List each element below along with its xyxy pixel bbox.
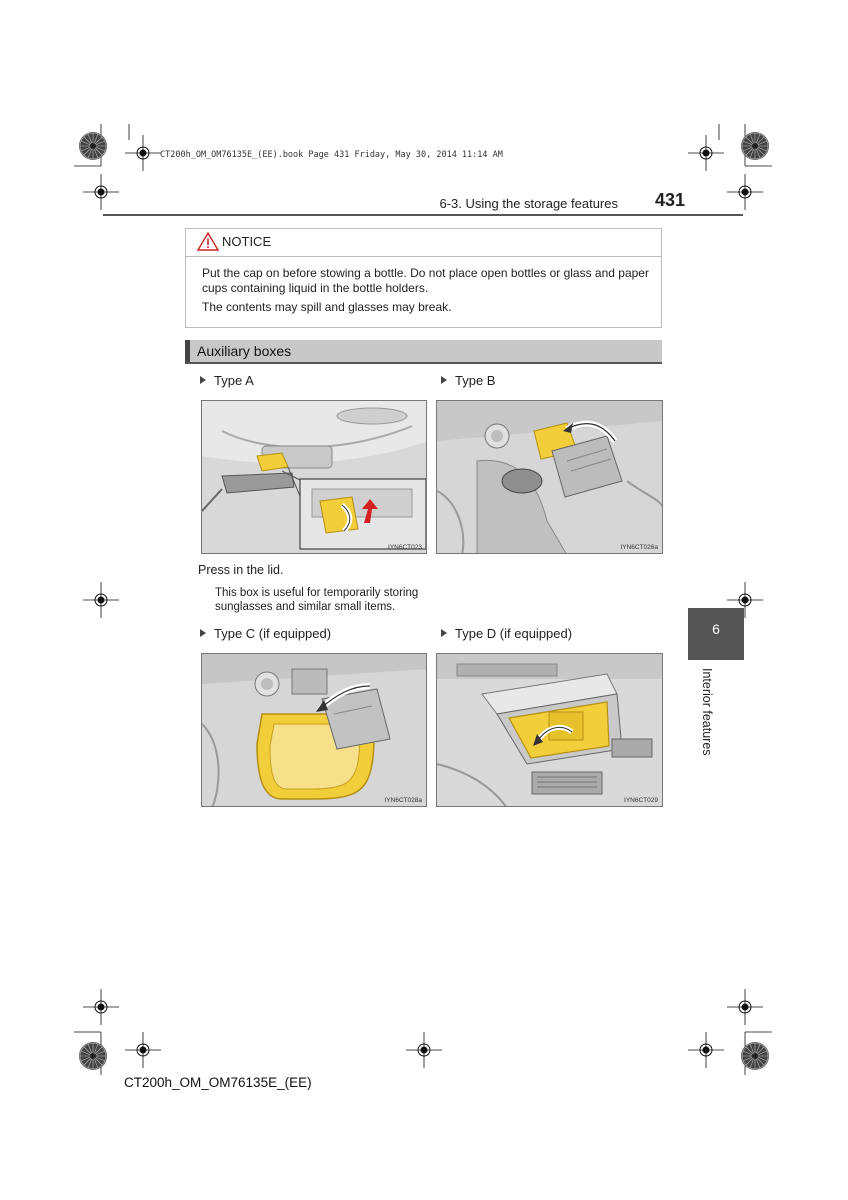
print-info-line: CT200h_OM_OM76135E_(EE).book Page 431 Friday, May 30, 2014 11:14 AM xyxy=(160,150,503,160)
figure-code: IYN6CT028a xyxy=(384,797,422,804)
figure-type-b xyxy=(436,400,663,554)
bullet-triangle-icon xyxy=(441,629,447,637)
figure-code: IYN6CT023 xyxy=(388,544,422,551)
notice-header xyxy=(186,229,661,257)
chapter-title: Interior features xyxy=(700,668,714,756)
section-title-bar xyxy=(185,340,662,364)
figure-type-c xyxy=(201,653,427,807)
instruction-text: Press in the lid. xyxy=(198,563,284,577)
figure-label-text: Type C (if equipped) xyxy=(214,626,332,641)
section-title-accent xyxy=(185,340,190,362)
overhead-console-illustration xyxy=(202,401,427,554)
figure-type-d xyxy=(436,653,663,807)
figure-code: IYN6CT026a xyxy=(620,544,658,551)
figure-label-text: Type B xyxy=(455,373,496,388)
figure-label-type-c xyxy=(200,626,331,641)
console-tray-illustration xyxy=(202,654,427,807)
figure-label-type-b xyxy=(441,373,495,388)
section-title: Auxiliary boxes xyxy=(197,343,292,359)
chapter-tab xyxy=(688,608,744,660)
notice-label: NOTICE xyxy=(222,234,272,249)
header-rule xyxy=(103,214,743,216)
center-console-illustration xyxy=(437,401,663,554)
figure-label-type-a xyxy=(200,373,254,388)
footer-doc-id: CT200h_OM_OM76135E_(EE) xyxy=(124,1075,312,1090)
page-number: 431 xyxy=(655,190,686,210)
notice-text xyxy=(202,266,652,319)
figure-type-a xyxy=(201,400,427,554)
notice-line: The contents may spill and glasses may break. xyxy=(202,300,452,314)
bullet-triangle-icon xyxy=(200,629,206,637)
notice-box xyxy=(185,228,662,328)
bullet-triangle-icon xyxy=(200,376,206,384)
dashboard-box-illustration xyxy=(437,654,663,807)
warning-triangle-icon xyxy=(197,232,219,251)
figure-code: IYN6CT029 xyxy=(624,797,658,804)
bullet-triangle-icon xyxy=(441,376,447,384)
running-header-section: 6-3. Using the storage features xyxy=(439,196,618,211)
notice-line: Put the cap on before stowing a bottle. Do not place open bottles or glass and paper cups containing liquid in the bottle holders. xyxy=(202,266,649,295)
figure-label-type-d xyxy=(441,626,572,641)
chapter-number: 6 xyxy=(712,621,720,637)
figure-label-text: Type D (if equipped) xyxy=(455,626,573,641)
figure-label-text: Type A xyxy=(214,373,254,388)
note-text: This box is useful for temporarily storing sunglasses and similar small items. xyxy=(215,587,419,613)
